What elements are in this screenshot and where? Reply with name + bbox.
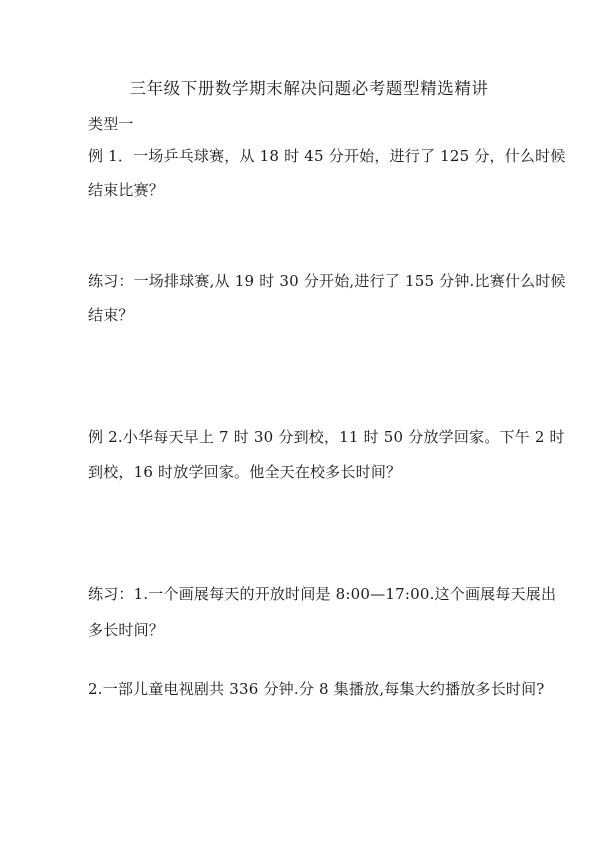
section-label: 类型一 [88,115,134,133]
practice-2-line-2: 多长时间？ [88,621,165,639]
practice-2-line-1: 练习：1.一个画展每天的开放时间是 8:00—17:00.这个画展每天展出 [88,585,557,603]
example-2-line-1: 例 2.小华每天早上 7 时 30 分到校，11 时 50 分放学回家。下午 2 时 [88,428,565,446]
practice-1-line-1: 练习：一场排球赛,从 19 时 30 分开始,进行了 155 分钟.比赛什么时候 [88,272,566,290]
example-2-line-2: 到校，16 时放学回家。他全天在校多长时间？ [88,463,402,481]
practice-3-line-1: 2.一部儿童电视剧共 336 分钟.分 8 集播放,每集大约播放多长时间? [88,680,545,698]
example-1-line-1: 例 1．一场乒乓球赛，从 18 时 45 分开始，进行了 125 分，什么时候 [88,147,566,165]
example-1-line-2: 结束比赛？ [88,181,165,199]
page-title: 三年级下册数学期末解决问题必考题型精选精讲 [129,79,489,98]
practice-1-line-2: 结束？ [88,306,134,324]
